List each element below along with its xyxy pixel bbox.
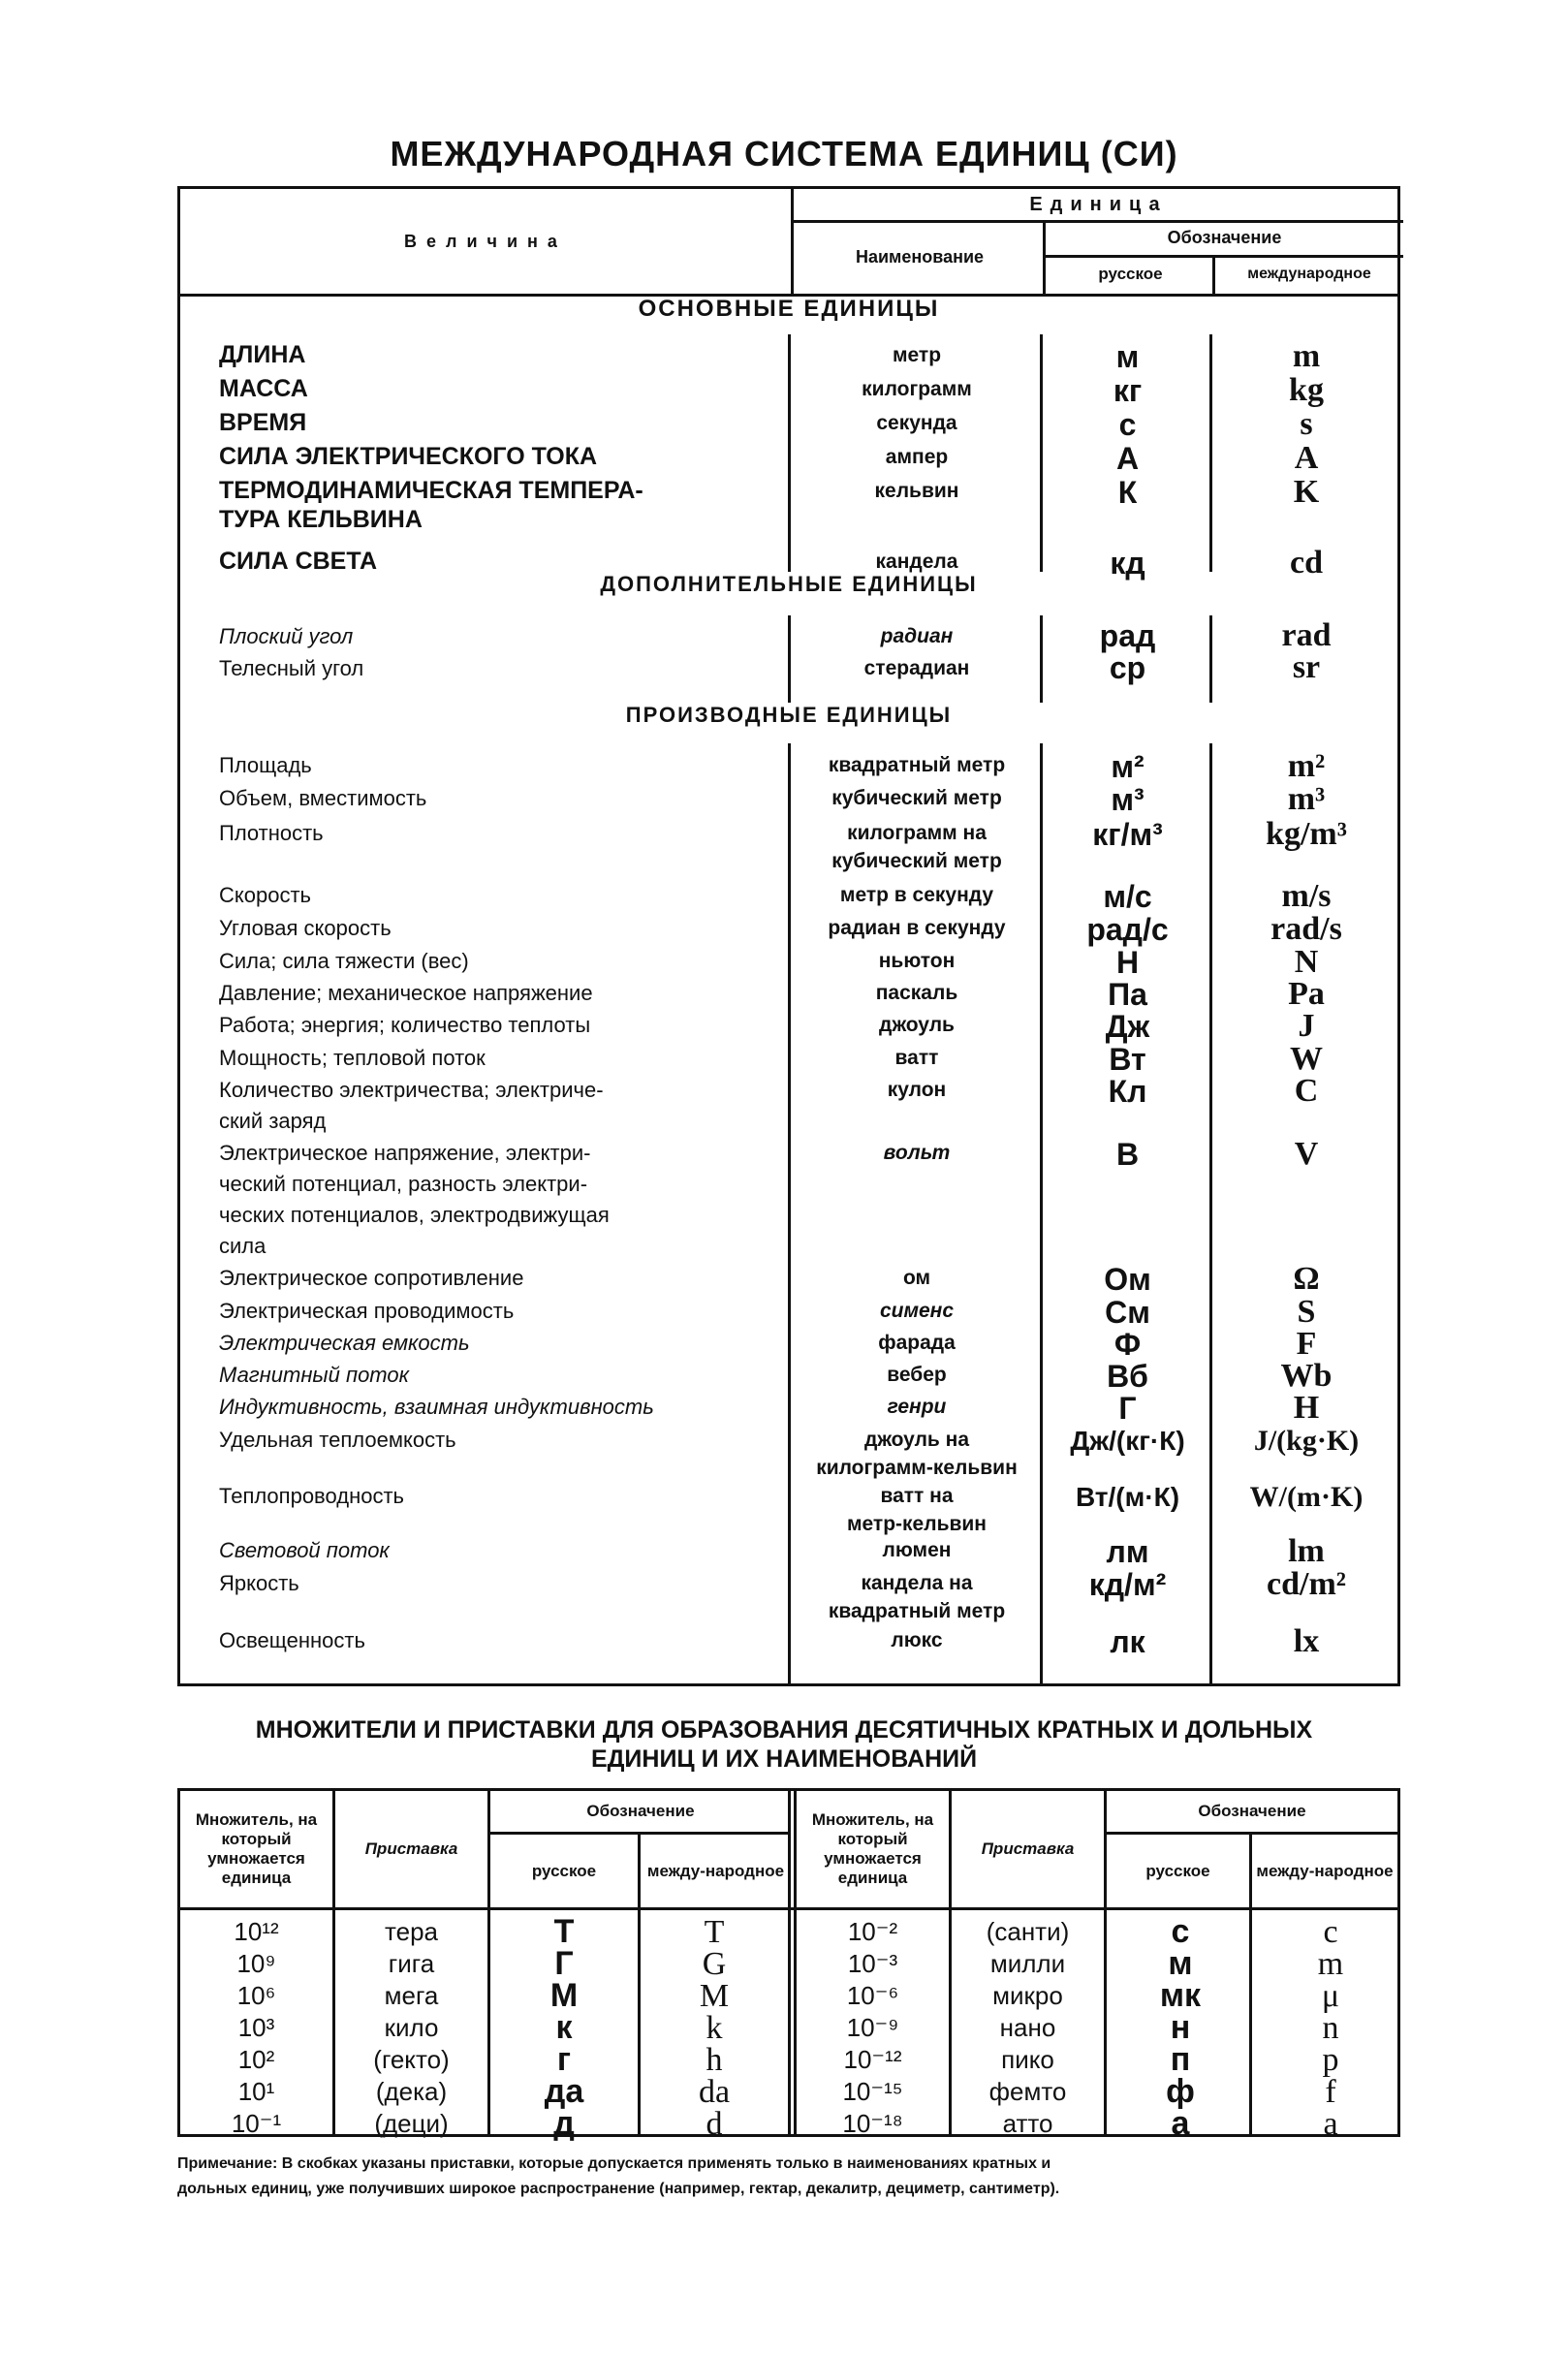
- unit-header: Единица: [791, 189, 1403, 223]
- quantity-cell: Магнитный поток: [219, 1363, 410, 1387]
- russian-symbol-cell: кд/м²: [1088, 1567, 1167, 1602]
- multiplier-cell: 10⁻¹²: [843, 2045, 902, 2074]
- unit-name-cell: радиан: [880, 625, 954, 647]
- multiplier-cell: 10⁻¹: [231, 2109, 282, 2138]
- unit-name-cell: килограмм на: [847, 822, 987, 844]
- quantity-cell: Электрическая емкость: [219, 1331, 470, 1355]
- international-symbol-cell: J/(kg·K): [1253, 1425, 1360, 1457]
- multiplier-header: Множитель, на который умножается единица: [797, 1791, 952, 1907]
- prefix-cell: микро: [992, 1981, 1063, 2010]
- footnote: [177, 2152, 1400, 2202]
- unit-name-cell: стерадиан: [863, 657, 970, 679]
- international-symbol-cell: f: [1325, 2074, 1336, 2110]
- name-header: Наименование: [791, 220, 1046, 294]
- prefix-cell: гига: [388, 1949, 435, 1978]
- designation-header: Обозначение: [1043, 220, 1403, 258]
- international-symbol-cell: c: [1323, 1914, 1338, 1950]
- unit-name-cell: люмен: [882, 1539, 952, 1561]
- prefix-cell: фемто: [988, 2077, 1067, 2106]
- quantity-cell: Плоский угол: [219, 624, 354, 648]
- unit-name-cell-cont: метр-кельвин: [847, 1513, 987, 1535]
- section-derived: ПРОИЗВОДНЫЕ ЕДИНИЦЫ: [625, 703, 953, 727]
- russian-symbol-cell: Г: [554, 1945, 574, 1982]
- international-symbol-cell: cd: [1290, 545, 1323, 581]
- prefix-table-title: [0, 1715, 1568, 1774]
- table-header: [180, 189, 1397, 297]
- international-symbol-cell: T: [704, 1914, 725, 1950]
- russian-symbol-cell: Па: [1108, 977, 1147, 1012]
- unit-name-cell: сименс: [879, 1300, 955, 1322]
- quantity-cell-cont: ческий потенциал, разность электри-: [219, 1172, 588, 1196]
- quantity-cell: Площадь: [219, 753, 312, 777]
- prefix-cell: тера: [385, 1917, 438, 1946]
- russian-symbol-cell: ср: [1109, 650, 1146, 685]
- russian-symbol-cell: м: [1115, 339, 1140, 374]
- prefix-header: Приставка: [335, 1791, 490, 1907]
- col-divider: [788, 334, 791, 572]
- international-symbol-cell: J: [1298, 1008, 1315, 1044]
- international-header: международное: [1212, 255, 1403, 294]
- prefix-cell: (гекто): [373, 2045, 450, 2074]
- russian-symbol-cell: лк: [1110, 1624, 1145, 1659]
- russian-symbol-cell: Ф: [1113, 1327, 1142, 1362]
- russian-symbol-cell: г: [556, 2041, 572, 2078]
- quantity-cell-cont: ческих потенциалов, электродвижущая: [219, 1203, 610, 1227]
- russian-symbol-cell: А: [1115, 441, 1140, 476]
- quantity-cell: Давление; механическое напряжение: [219, 981, 593, 1005]
- international-symbol-cell: W: [1290, 1041, 1323, 1077]
- international-symbol-cell: W/(m·K): [1249, 1481, 1364, 1513]
- international-symbol-cell: m: [1317, 1946, 1344, 1982]
- international-symbol-cell: k: [706, 2010, 723, 2046]
- unit-name-cell: кандела: [875, 550, 958, 573]
- international-symbol-cell: m: [1292, 338, 1321, 374]
- russian-symbol-cell: н: [1170, 2009, 1191, 2046]
- international-symbol-cell: cd/m²: [1267, 1566, 1346, 1602]
- russian-symbol-cell: кг/м³: [1092, 817, 1163, 852]
- footnote-line-1: Примечание: В скобках указаны приставки, которые допускается применять только в наименованиях кратных и: [177, 2155, 1051, 2172]
- quantity-cell: Освещенность: [219, 1628, 365, 1652]
- international-symbol-cell: da: [698, 2074, 731, 2110]
- quantity-cell-cont: ский заряд: [219, 1109, 327, 1133]
- col-divider: [1209, 743, 1212, 1686]
- russian-symbol-cell: м/с: [1103, 879, 1152, 914]
- russian-symbol-cell: К: [1117, 475, 1138, 510]
- unit-name-cell: квадратный метр: [828, 754, 1006, 776]
- international-symbol-cell: C: [1294, 1073, 1319, 1109]
- russian-symbol-cell: Т: [553, 1913, 575, 1950]
- international-symbol-cell: K: [1293, 474, 1320, 510]
- multiplier-cell: 10¹: [237, 2077, 275, 2106]
- russian-symbol-cell: Дж/(кг·К): [1070, 1426, 1185, 1456]
- prefix-header: Приставка: [952, 1791, 1107, 1907]
- unit-name-cell: ватт: [894, 1047, 939, 1069]
- prefix-cell: (санти): [986, 1917, 1070, 1946]
- unit-name-cell: вольт: [883, 1142, 951, 1164]
- quantity-cell: Плотность: [219, 821, 324, 845]
- russian-symbol-cell: Вт/(м·К): [1075, 1482, 1180, 1512]
- footnote-line-2: дольных единиц, уже получивших широкое распространение (например, гектар, декалитр, дециметр, сантиметр).: [177, 2181, 1060, 2197]
- quantity-cell: Сила; сила тяжести (вес): [219, 949, 469, 973]
- quantity-cell: Индуктивность, взаимная индуктивность: [219, 1395, 654, 1419]
- quantity-cell: Теплопроводность: [219, 1484, 405, 1508]
- unit-name-cell: паскаль: [875, 982, 958, 1004]
- prefix-cell: атто: [1002, 2109, 1053, 2138]
- international-symbol-cell: kg: [1289, 372, 1324, 408]
- russian-symbol-cell: с: [1171, 1913, 1190, 1950]
- quantity-cell: Удельная теплоемкость: [219, 1428, 456, 1452]
- prefix-title-line-2: ЕДИНИЦ И ИХ НАИМЕНОВАНИЙ: [590, 1745, 978, 1773]
- russian-symbol-cell: См: [1105, 1295, 1150, 1330]
- si-units-table: [177, 186, 1400, 1686]
- multiplier-cell: 10⁻⁶: [846, 1981, 899, 2010]
- russian-symbol-cell: Кл: [1108, 1074, 1147, 1109]
- quantity-cell: Работа; энергия; количество теплоты: [219, 1013, 591, 1037]
- international-symbol-cell: N: [1294, 944, 1319, 980]
- quantity-cell: ТЕРМОДИНАМИЧЕСКАЯ ТЕМПЕРА-: [219, 477, 643, 504]
- international-symbol-cell: h: [706, 2042, 723, 2078]
- col-divider: [1209, 615, 1212, 703]
- russian-symbol-cell: рад: [1099, 618, 1156, 653]
- russian-symbol-cell: кд: [1110, 546, 1145, 581]
- quantity-cell: ДЛИНА: [219, 341, 306, 368]
- prefix-cell: (дека): [375, 2077, 448, 2106]
- quantity-cell: Количество электричества; электриче-: [219, 1078, 604, 1102]
- quantity-cell: Световой поток: [219, 1538, 390, 1562]
- russian-header: русское: [490, 1835, 641, 1907]
- international-symbol-cell: a: [1323, 2106, 1338, 2142]
- prefix-cell: кило: [384, 2013, 439, 2042]
- russian-symbol-cell: Вт: [1109, 1042, 1146, 1077]
- russian-symbol-cell: п: [1170, 2041, 1191, 2078]
- quantity-cell: СИЛА ЭЛЕКТРИЧЕСКОГО ТОКА: [219, 443, 598, 470]
- unit-name-cell: радиан в секунду: [828, 917, 1006, 939]
- international-symbol-cell: lm: [1288, 1533, 1325, 1569]
- international-symbol-cell: A: [1294, 440, 1319, 476]
- multiplier-cell: 10⁹: [236, 1949, 276, 1978]
- unit-name-cell: кандела на: [861, 1572, 973, 1594]
- quantity-cell: ВРЕМЯ: [219, 409, 307, 436]
- russian-symbol-cell: м³: [1111, 782, 1145, 817]
- russian-symbol-cell: м: [1168, 1945, 1193, 1982]
- international-header: между-народное: [646, 1861, 785, 1880]
- unit-name-cell: секунда: [876, 412, 957, 434]
- prefix-cell: милли: [989, 1949, 1066, 1978]
- unit-name-cell: метр: [892, 344, 942, 366]
- col-divider: [788, 615, 791, 703]
- russian-symbol-cell: мк: [1159, 1977, 1202, 2014]
- unit-name-cell: килограмм: [862, 378, 972, 400]
- multiplier-cell: 10³: [237, 2013, 275, 2042]
- russian-symbol-cell: а: [1171, 2105, 1190, 2142]
- international-symbol-cell: m²: [1287, 748, 1326, 784]
- col-divider: [1040, 334, 1043, 572]
- multiplier-cell: 10²: [237, 2045, 275, 2074]
- double-divider: [788, 1791, 797, 2134]
- russian-symbol-cell: рад/с: [1086, 912, 1169, 947]
- multiplier-cell: 10⁶: [236, 1981, 276, 2010]
- international-symbol-cell: G: [702, 1946, 727, 1982]
- international-header: между-народное: [1256, 1861, 1394, 1880]
- international-symbol-cell: Pa: [1288, 976, 1325, 1012]
- unit-name-cell: люкс: [891, 1629, 943, 1651]
- multiplier-cell: 10⁻⁹: [846, 2013, 899, 2042]
- quantity-cell: Яркость: [219, 1571, 299, 1595]
- russian-symbol-cell: ф: [1166, 2073, 1195, 2110]
- international-symbol-cell: μ: [1321, 1978, 1340, 2014]
- multiplier-header: Множитель, на который умножается единица: [180, 1791, 335, 1907]
- quantity-cell: Электрическое сопротивление: [219, 1266, 524, 1290]
- international-symbol-cell: n: [1322, 2010, 1339, 2046]
- international-symbol-cell: p: [1322, 2042, 1339, 2078]
- russian-symbol-cell: кг: [1113, 373, 1143, 408]
- international-symbol-cell: H: [1293, 1390, 1320, 1426]
- international-symbol-cell: kg/m³: [1266, 816, 1347, 852]
- unit-name-cell: джоуль: [879, 1014, 955, 1036]
- multiplier-cell: 10¹²: [234, 1917, 279, 1946]
- international-symbol-cell: Wb: [1280, 1358, 1333, 1394]
- quantity-cell-cont: сила: [219, 1234, 267, 1258]
- russian-symbol-cell: м²: [1111, 749, 1145, 784]
- russian-symbol-cell: Ом: [1104, 1262, 1151, 1297]
- unit-name-cell: вебер: [887, 1364, 947, 1386]
- section-supplementary: ДОПОЛНИТЕЛЬНЫЕ ЕДИНИЦЫ: [600, 572, 978, 596]
- quantity-cell: Электрическое напряжение, электри-: [219, 1141, 591, 1165]
- col-divider: [1040, 615, 1043, 703]
- designation-header: Обозначение: [490, 1791, 791, 1835]
- multiplier-cell: 10⁻³: [847, 1949, 898, 1978]
- quantity-cell: Телесный угол: [219, 656, 364, 680]
- multiplier-cell: 10⁻²: [847, 1917, 898, 1946]
- russian-symbol-cell: да: [544, 2073, 584, 2110]
- russian-symbol-cell: лм: [1106, 1534, 1149, 1569]
- prefix-cell: мега: [384, 1981, 439, 2010]
- russian-symbol-cell: д: [553, 2105, 575, 2142]
- international-symbol-cell: m³: [1287, 781, 1326, 817]
- russian-header: русское: [1043, 255, 1215, 294]
- quantity-cell: Электрическая проводимость: [219, 1299, 515, 1323]
- unit-name-cell: фарада: [878, 1332, 956, 1354]
- col-divider: [1209, 334, 1212, 572]
- international-symbol-cell: lx: [1293, 1623, 1320, 1659]
- international-symbol-cell: rad: [1281, 617, 1332, 653]
- international-symbol-cell: d: [706, 2106, 723, 2142]
- russian-symbol-cell: М: [549, 1977, 579, 2014]
- quantity-cell: Мощность; тепловой поток: [219, 1046, 486, 1070]
- page-title: МЕЖДУНАРОДНАЯ СИСТЕМА ЕДИНИЦ (СИ): [390, 134, 1178, 173]
- unit-name-cell-cont: кубический метр: [831, 850, 1002, 872]
- col-divider: [1040, 743, 1043, 1686]
- multiplier-cell: 10⁻¹⁵: [842, 2077, 903, 2106]
- unit-name-cell-cont: квадратный метр: [828, 1600, 1006, 1622]
- quantity-cell: Объем, вместимость: [219, 786, 427, 810]
- unit-name-cell: кельвин: [874, 480, 959, 502]
- international-symbol-cell: s: [1300, 406, 1313, 442]
- international-symbol-cell: Ω: [1293, 1261, 1320, 1297]
- col-divider: [788, 743, 791, 1686]
- international-symbol-cell: F: [1296, 1326, 1317, 1362]
- prefix-table: [177, 1788, 1400, 2142]
- multiplier-cell: 10⁻¹⁸: [842, 2109, 903, 2138]
- unit-name-cell: кулон: [887, 1079, 947, 1101]
- unit-name-cell: генри: [887, 1396, 947, 1418]
- international-symbol-cell: S: [1297, 1294, 1316, 1330]
- prefix-title-line-1: МНОЖИТЕЛИ И ПРИСТАВКИ ДЛЯ ОБРАЗОВАНИЯ ДЕСЯТИЧНЫХ КРАТНЫХ И ДОЛЬНЫХ: [255, 1716, 1313, 1744]
- unit-name-cell: кубический метр: [831, 787, 1002, 809]
- unit-name-cell: ватт на: [880, 1485, 954, 1507]
- russian-symbol-cell: Вб: [1107, 1359, 1148, 1394]
- international-symbol-cell: rad/s: [1270, 911, 1342, 947]
- quantity-cell: СИЛА СВЕТА: [219, 548, 378, 575]
- unit-name-cell: джоуль на: [863, 1429, 970, 1451]
- prefix-cell: пико: [1001, 2045, 1054, 2074]
- international-symbol-cell: V: [1294, 1136, 1319, 1172]
- section-basic: ОСНОВНЫЕ ЕДИНИЦЫ: [638, 296, 940, 322]
- russian-symbol-cell: В: [1115, 1137, 1140, 1172]
- unit-name-cell: ампер: [885, 446, 949, 468]
- russian-symbol-cell: к: [555, 2009, 573, 2046]
- russian-header: русское: [1107, 1835, 1252, 1907]
- international-symbol-cell: m/s: [1281, 878, 1332, 914]
- quantity-cell-cont: ТУРА КЕЛЬВИНА: [219, 506, 423, 533]
- quantity-cell: Скорость: [219, 883, 312, 907]
- unit-name-cell: метр в секунду: [839, 884, 994, 906]
- quantity-cell: МАССА: [219, 375, 308, 402]
- prefix-cell: нано: [999, 2013, 1056, 2042]
- russian-symbol-cell: Дж: [1105, 1009, 1150, 1044]
- designation-header: Обозначение: [1107, 1791, 1397, 1835]
- quantity-cell: Угловая скорость: [219, 916, 392, 940]
- unit-name-cell: ом: [902, 1267, 931, 1289]
- russian-symbol-cell: Н: [1115, 945, 1140, 980]
- quantity-header: Величина: [404, 231, 567, 251]
- russian-symbol-cell: Г: [1118, 1391, 1137, 1426]
- international-symbol-cell: sr: [1292, 649, 1321, 685]
- russian-symbol-cell: с: [1118, 407, 1137, 442]
- international-symbol-cell: M: [699, 1978, 730, 2014]
- unit-name-cell: ньютон: [878, 950, 956, 972]
- unit-name-cell-cont: килограмм-кельвин: [816, 1457, 1018, 1479]
- prefix-cell: (деци): [374, 2109, 449, 2138]
